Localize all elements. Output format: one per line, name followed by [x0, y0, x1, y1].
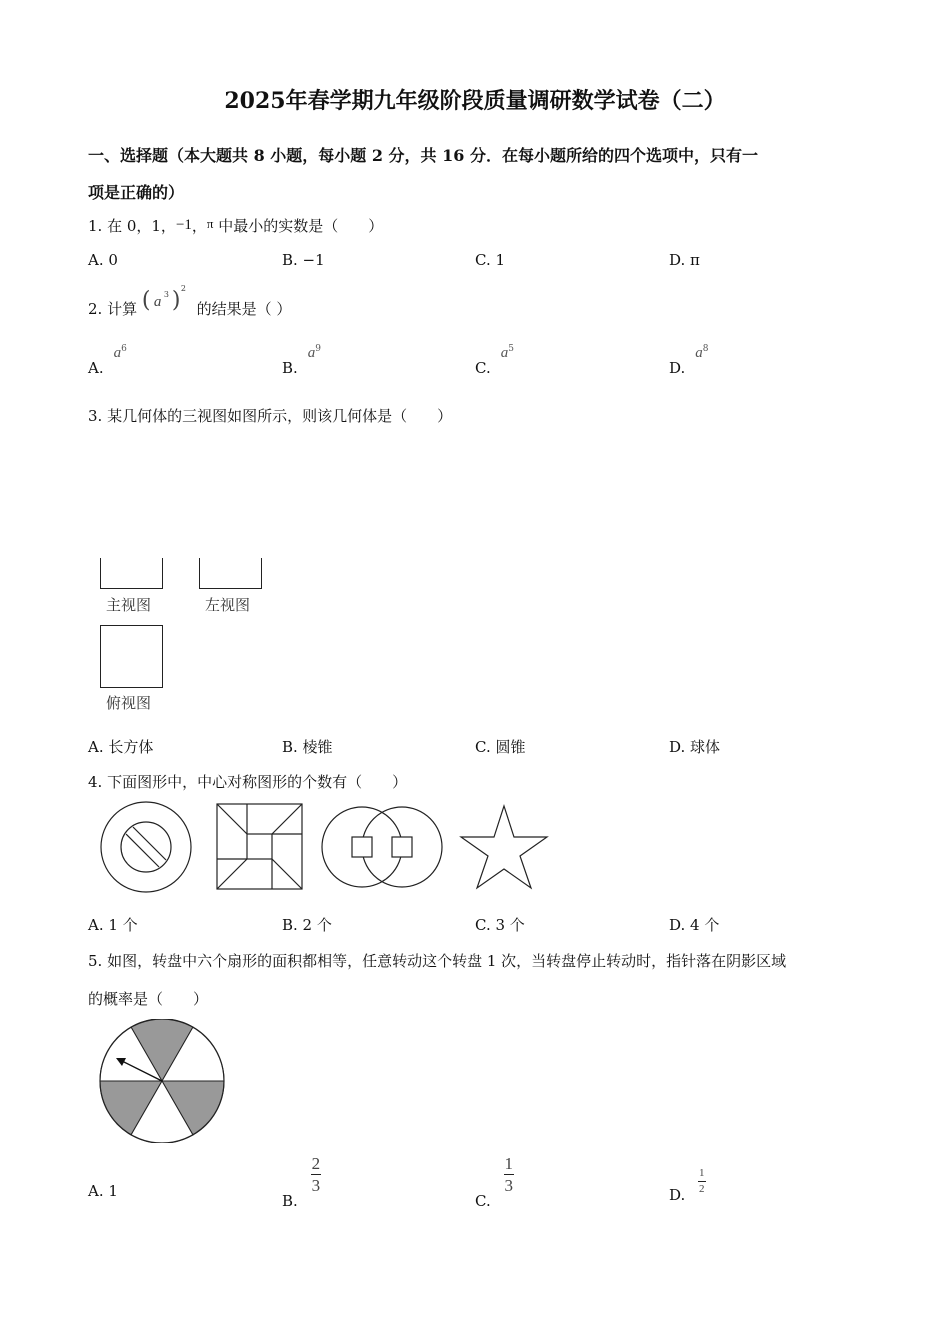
question-5-stem-line2: 的概率是（ ） — [88, 990, 209, 1008]
star-figure — [461, 806, 547, 888]
q1-option-d[interactable]: D. π — [669, 251, 700, 269]
left-view-rect — [199, 558, 262, 589]
q1-stem-pre: 1. 在 0，1， — [88, 217, 176, 235]
q1-neg-one: −1 — [175, 217, 192, 233]
q5-option-d-fraction: $\frac{1}{2}$ — [699, 1167, 705, 1195]
q2-expression: ( a 3 ) 2 — [141, 284, 186, 313]
front-view-caption: 主视图 — [106, 596, 152, 614]
q2-option-a[interactable]: $A.a^6$ — [88, 344, 127, 377]
q3-option-a[interactable]: A. 长方体 — [88, 738, 154, 756]
q5-option-d[interactable]: D. $\frac{1}{2}$ — [669, 1167, 705, 1204]
question-1-stem — [88, 215, 383, 236]
q3-option-c[interactable]: C. 圆锥 — [475, 738, 526, 756]
top-view-caption: 俯视图 — [106, 694, 152, 712]
question-3-stem: 3. 某几何体的三视图如图所示，则该几何体是（ ） — [88, 407, 453, 425]
q1-option-a[interactable]: A. 0 — [88, 251, 118, 269]
q2-outer-exp: 2 — [180, 284, 186, 293]
q5-option-c[interactable]: C. $\frac{1}{3}$ — [475, 1154, 513, 1210]
q4-option-c[interactable]: C. 3 个 — [475, 916, 525, 934]
q4-option-b[interactable]: B. 2 个 — [282, 916, 332, 934]
q1-stem-mid: ， — [191, 217, 207, 235]
section-heading-line1: 一、选择题（本大题共 8 小题，每小题 2 分，共 16 分．在每小题所给的四个选项中，只有一 — [88, 146, 758, 165]
ring-slash-figure — [101, 802, 191, 892]
q1-pi: π — [206, 216, 214, 231]
q4-option-d[interactable]: D. 4 个 — [669, 916, 720, 934]
double-circle-figure — [322, 807, 442, 887]
q2-base: a — [153, 294, 162, 310]
q4-figures — [96, 800, 556, 894]
page-title: 2025年春学期九年级阶段质量调研数学试卷（二） — [224, 88, 726, 114]
q2-inner-exp: 3 — [163, 290, 169, 299]
q2-stem-pre: 2. 计算 — [88, 300, 138, 318]
left-view-caption: 左视图 — [205, 596, 251, 614]
front-view-rect — [100, 558, 163, 589]
q5-option-b-fraction: $\frac{2}{3}$ — [311, 1154, 321, 1195]
q3-option-b[interactable]: B. 棱锥 — [282, 738, 333, 756]
pinwheel-square-figure — [217, 804, 302, 889]
q1-stem-post: 中最小的实数是（ ） — [213, 217, 384, 235]
question-5-stem-line1: 5. 如图，转盘中六个扇形的面积都相等，任意转动这个转盘 1 次，当转盘停止转动时，指针落在阴影区域 — [88, 952, 787, 970]
section-heading-line2: 项是正确的） — [88, 183, 185, 202]
q5-option-a[interactable]: A. 1 — [88, 1182, 118, 1200]
question-2-stem — [88, 286, 291, 316]
q4-option-a[interactable]: A. 1 个 — [88, 916, 138, 934]
q5-option-c-fraction: $\frac{1}{3}$ — [504, 1154, 513, 1195]
spinner-figure — [98, 1019, 226, 1143]
q2-option-d[interactable]: $D.a^8$ — [669, 344, 709, 377]
top-view-square — [100, 625, 163, 688]
q5-option-b[interactable]: B. $\frac{2}{3}$ — [282, 1154, 321, 1210]
q2-stem-post: 的结果是（ ） — [196, 300, 292, 318]
question-4-stem: 4. 下面图形中，中心对称图形的个数有（ ） — [88, 773, 408, 791]
q1-option-c[interactable]: C. 1 — [475, 251, 506, 269]
q1-option-b[interactable]: B. −1 — [282, 251, 325, 269]
q3-option-d[interactable]: D. 球体 — [669, 738, 721, 756]
q2-option-b[interactable]: $B.a^9$ — [282, 344, 322, 377]
q2-option-c[interactable]: $C.a^5$ — [475, 344, 514, 377]
